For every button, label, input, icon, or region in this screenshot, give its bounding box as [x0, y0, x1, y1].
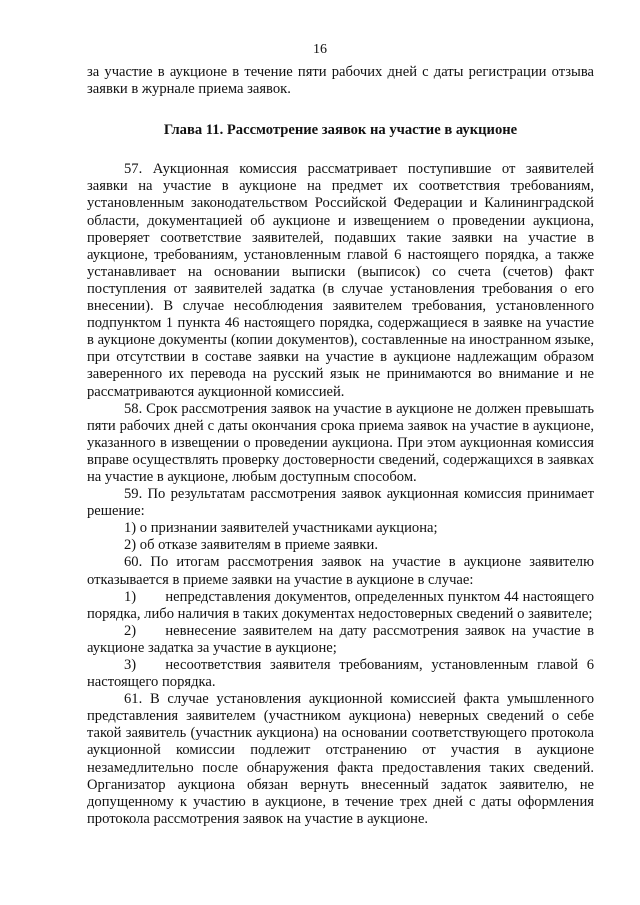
document-body: [87, 64, 594, 828]
page-number: 16: [313, 42, 327, 57]
list-item-60-3: 3) несоответствия заявителя требованиям, установленным главой 6 настоящего порядка.: [87, 657, 594, 691]
list-item-59-2: 2) об отказе заявителям в приеме заявки.: [124, 537, 378, 554]
opening-paragraph: за участие в аукционе в течение пяти рабочих дней с даты регистрации отзыва заявки в журнале приема заявок.: [87, 64, 594, 98]
paragraph-61: 61. В случае установления аукционной комиссией факта умышленного представления заявителем (участником аукциона) неверных сведений о себе такой заявитель (участник аукциона) на основании соответствующего протокола аукционной комиссии подлежит отстранению от участия в аукционе незамедлительно после обнаружения факта предоставления таких сведений. Организатор аукциона обязан вернуть внесенный задаток заявителю, не допущенному к участию в аукционе, в течение трех дней с даты оформления протокола рассмотрения заявок на участие в аукционе.: [87, 691, 594, 827]
paragraph-59: 59. По результатам рассмотрения заявок аукционная комиссия принимает решение:: [87, 486, 594, 520]
chapter-title: Глава 11. Рассмотрение заявок на участие в аукционе: [163, 122, 518, 139]
paragraph-57: 57. Аукционная комиссия рассматривает поступившие от заявителей заявки на участие в аукционе на предмет их соответствия требованиям, установленным законодательством Российской Федерации и Калининградской области, документацией об аукционе и извещением о проведении аукциона, проверяет соответствие заявителей, подавших такие заявки на участие в аукционе, требованиям, установленным главой 6 настоящего порядка, а также устанавливает на основании выписки (выписок) со счета (счетов) факт поступления от заявителей задатка (в случае установления требования о его внесении). В случае несоблюдения заявителем требования, установленного подпунктом 1 пункта 46 настоящего порядка, содержащиеся в заявке на участие в аукционе документы (копии документов), составленные на иностранном языке, при отсутствии в составе заявки на участие в аукционе надлежащим образом заверенного их перевода на русский язык не принимаются во внимание и не рассматриваются аукционной комиссией.: [87, 161, 594, 400]
paragraph-58: 58. Срок рассмотрения заявок на участие в аукционе не должен превышать пяти рабочих дней с даты окончания срока приема заявок на участие в аукционе, указанного в извещении о проведении аукциона. При этом аукционная комиссия вправе осуществлять проверку достоверности сведений, содержащихся в заявках на участие в аукционе, любым доступным способом.: [87, 400, 594, 485]
paragraph-60: 60. По итогам рассмотрения заявок на участие в аукционе заявителю отказывается в приеме заявки на участие в аукционе в случае:: [87, 554, 594, 588]
list-item-60-1: 1) непредставления документов, определенных пунктом 44 настоящего порядка, либо наличия в таких документах недостоверных сведений о заявителе;: [87, 588, 594, 622]
list-item-59-1: 1) о признании заявителей участниками аукциона;: [124, 520, 438, 537]
list-item-60-2: 2) невнесение заявителем на дату рассмотрения заявок на участие в аукционе задатка за участие в аукционе;: [87, 622, 594, 656]
